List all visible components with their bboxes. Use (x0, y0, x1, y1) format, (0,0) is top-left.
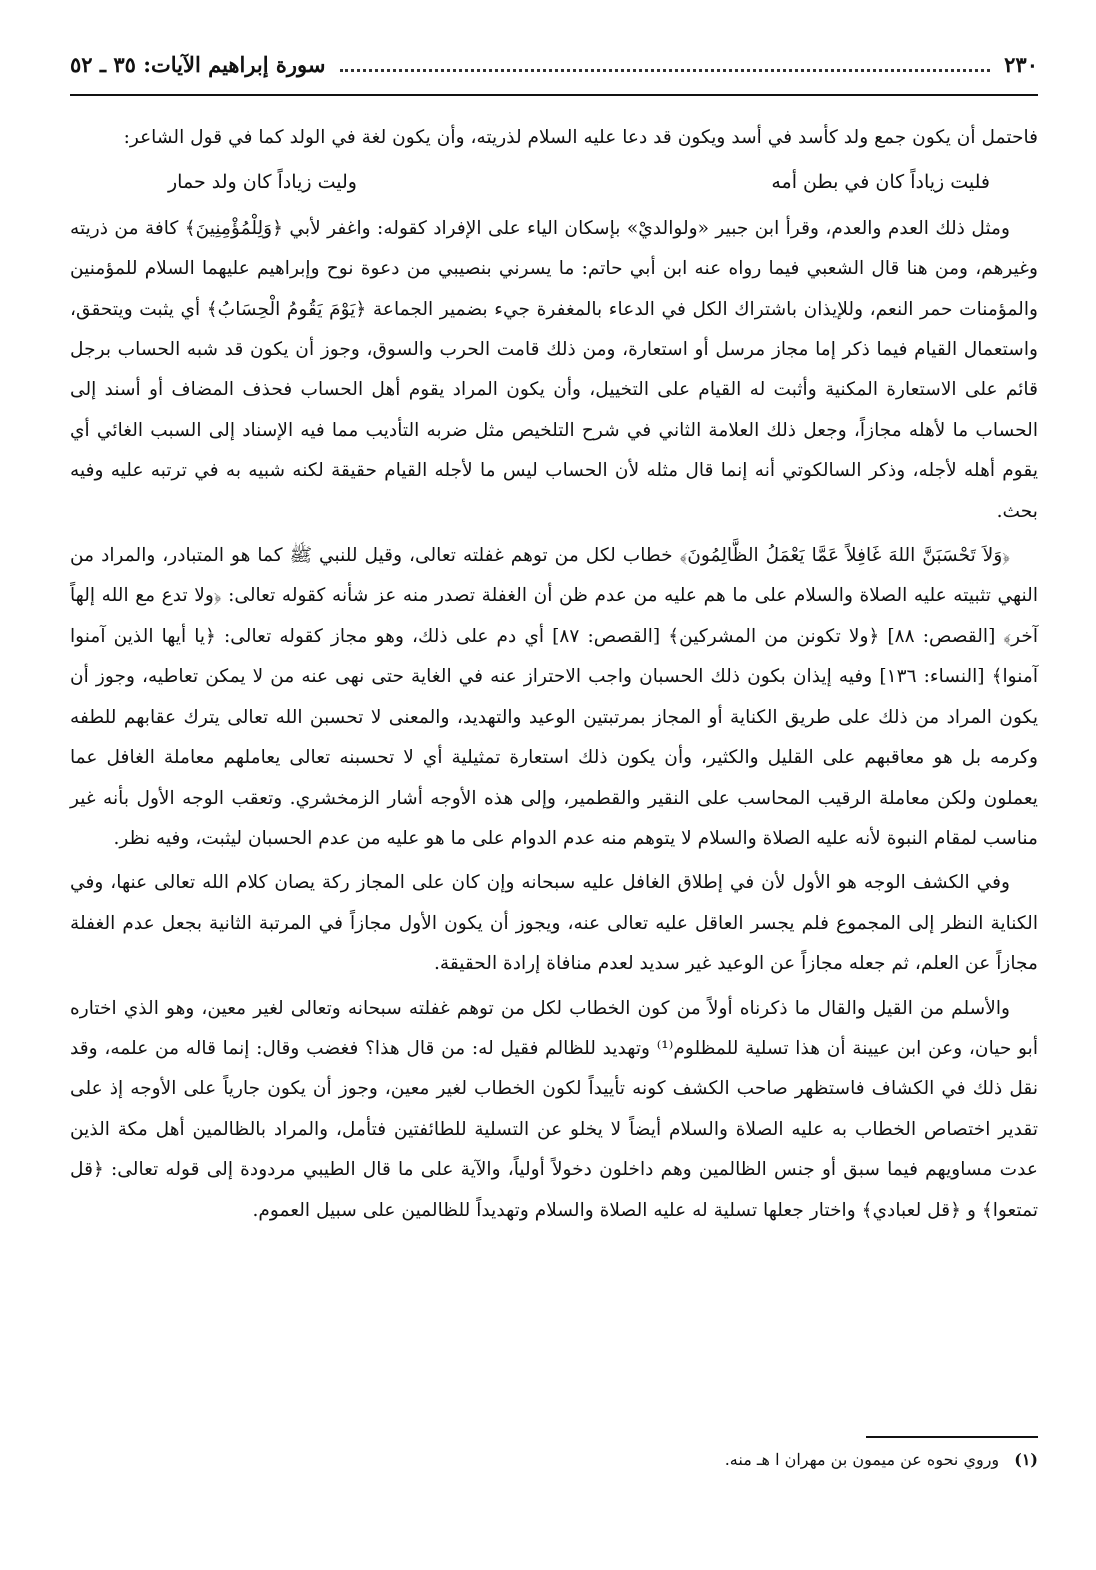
footnote (725, 1446, 1038, 1474)
verse-second-hemistich: وليت زياداً كان ولد حمار (168, 171, 357, 194)
header-dot-leader (340, 68, 991, 72)
body-text (70, 118, 1038, 1231)
paragraph: وفي الكشف الوجه هو الأول لأن في إطلاق الغافل عليه سبحانه وإن كان على المجاز ركة يصان كلام الله تعالى عنها، وفي الكناية النظر إلى المجموع فلم يجسر العاقل عليه تعالى عنه، ويجوز أن يكون الأول مجازاً في المرتبة الثانية بجعل عدم الغفلة مجازاً عن العلم، ثم جعله مجازاً عن الوعيد غير سديد لعدم منافاة إرادة الحقيقة. (70, 872, 1038, 975)
paragraph: ﴿وَلاَ تَحْسَبَنَّ اللهَ غَافِلاً عَمَّا يَعْمَلُ الظَّالِمُونَ﴾ خطاب لكل من توهم غفلته تعالى، وقيل للنبي ﷺ كما هو المتبادر، والمراد من النهي تثبيته عليه الصلاة والسلام على ما هم عليه من عدم ظن أن الغفلة تصدر منه عز شأنه كقوله تعالى: ﴿ولا تدع مع الله إلهاً آخر﴾ [القصص: ٨٨] ﴿ولا تكونن من المشركين﴾ [القصص: ٨٧] أي دم على ذلك، وهو مجاز كقوله تعالى: ﴿يا أيها الذين آمنوا آمنوا﴾ [النساء: ١٣٦] وفيه إيذان بكون ذلك الحسبان واجب الاحتراز عنه في الغاية حتى نهى عنه من لا يمكن تعاطيه، وجوز أن يكون المراد من ذلك على طريق الكناية أو المجاز بمرتبتين الوعيد والتهديد، والمعنى لا تحسبن الله تعالى يترك عقابهم للطفه وكرمه بل هو معاقبهم على القليل والكثير، وأن يكون ذلك استعارة تمثيلية أي لا تحسبنه تعالى يعاملهم معاملة الغافل عما يعملون ولكن معاملة الرقيب المحاسب على النقير والقطمير، وإلى هذه الأوجه أشار الزمخشري. وتعقب الوجه الأول بأنه غير مناسب لمقام النبوة لأنه عليه الصلاة والسلام لا يتوهم منه عدم الدوام على ما هو عليه من عدم الحسبان ليثبت، وفيه نظر. (70, 545, 1039, 849)
footnote-rule (866, 1436, 1038, 1438)
paragraph: ومثل ذلك العدم والعدم، وقرأ ابن جبير «ولوالديْ» بإسكان الياء على الإفراد كقوله: واغفر لأبي ﴿وَلِلْمُؤْمِنِينَ﴾ كافة من ذريته وغيرهم، ومن هنا قال الشعبي فيما رواه عنه ابن أبي حاتم: ما يسرني بنصيبي من دعوة نوح وإبراهيم عليهما السلام للمؤمنين والمؤمنات حمر النعم، وللإيذان باشتراك الكل في الدعاء بالمغفرة جيء بضمير الجماعة ﴿يَوْمَ يَقُومُ الْحِسَابُ﴾ أي يثبت ويتحقق، واستعمال القيام فيما ذكر إما مجاز مرسل أو استعارة، ومن ذلك قامت الحرب والسوق، وجوز أن يكون قد شبه الحساب برجل قائم على الاستعارة المكنية وأثبت له القيام على التخييل، وأن يكون المراد يقوم أهل الحساب فحذف المضاف أو أسند إلى الحساب ما لأهله مجازاً، وجعل ذلك العلامة الثاني في شرح التلخيص مثل ضربه التأديب مما فيه الإسناد إلى السبب الغائي أي يقوم أهله لأجله، وذكر السالكوتي أنه إنما قال مثله لأن الحساب ليس ما لأجله القيام حقيقة لكنه شبيه به في ترتبه عليه وفيه بحث. (70, 217, 1038, 522)
page (70, 52, 1038, 1542)
page-title: سورة إبراهيم الآيات: ٣٥ ـ ٥٢ (70, 52, 326, 77)
verse-first-hemistich: فليت زياداً كان في بطن أمه (771, 171, 990, 194)
page-number: ٢٣٠ (1004, 52, 1038, 77)
header-rule (70, 94, 1038, 96)
footnote-number: (١) (1014, 1450, 1038, 1469)
footnote-text: وروي نحوه عن ميمون بن مهران ا هـ منه. (724, 1450, 1000, 1469)
paragraph: فاحتمل أن يكون جمع ولد كأسد في أسد ويكون قد دعا عليه السلام لذريته، وأن يكون لغة في الولد كما في قول الشاعر: (123, 127, 1038, 148)
paragraph: والأسلم من القيل والقال ما ذكرناه أولاً من كون الخطاب لكل من توهم غفلته سبحانه وتعالى لغير معين، وهو الذي اختاره أبو حيان، وعن ابن عيينة أن هذا تسلية للمظلوم⁽¹⁾ وتهديد للظالم فقيل له: من قال هذا؟ فغضب وقال: إنما قاله من علمه، وقد نقل ذلك في الكشاف فاستظهر صاحب الكشف كونه تأييداً لكون الخطاب لغير معين، وجوز أن يكون جارياً على الأوجه إذ على تقدير اختصاص الخطاب به عليه الصلاة والسلام أيضاً لا يخلو عن التسلية للطائفتين فتأمل، والمراد بالظالمين أهل مكة الذين عدت مساويهم فيما سبق أو جنس الظالمين وهم داخلون دخولاً أولياً، والآية على ما قال الطيبي مردودة إلى قوله تعالى: ﴿قل تمتعوا﴾ و ﴿قل لعبادي﴾ واختار جعلها تسلية له عليه الصلاة والسلام وتهديداً للظالمين على سبيل العموم. (70, 997, 1038, 1221)
poetry-verse (70, 162, 1038, 202)
page-header (70, 52, 1038, 92)
